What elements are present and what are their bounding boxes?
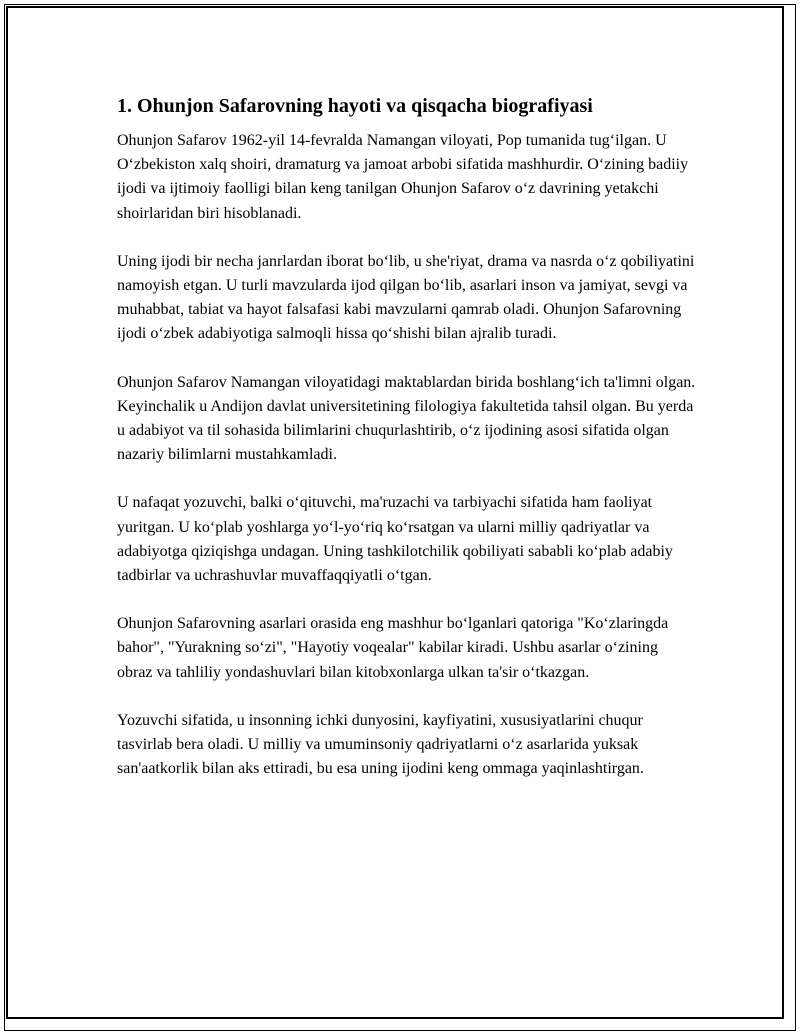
paragraph-birth: Ohunjon Safarov 1962-yil 14-fevralda Namangan viloyati, Pop tumanida tug‘ilgan. U O‘zbekiston xalq shoiri, dramaturg va jamoat arbobi sifatida mashhurdir. O‘zining badiiy ijodi va ijtimoiy faolligi bilan keng tanilgan Ohunjon Safarov o‘z davrining yetakchi shoirlaridan biri hisoblanadi. xyxy=(117,132,689,222)
paragraph-works-genres: Uning ijodi bir necha janrlardan iborat bo‘lib, u she'riyat, drama va nasrda o‘z qobiliyatini namoyish etgan. U turli mavzularda ijod qilgan bo‘lib, asarlari inson va jamiyat, sevgi va muhabbat, tabiat va hayot falsafasi kabi mavzularni qamrab oladi. Ohunjon Safarovning ijodi o‘zbek adabiyotiga salmoqli hissa qo‘shishi bilan ajralib turadi. xyxy=(117,252,695,343)
document-body xyxy=(117,92,697,805)
paragraph-famous-works: Ohunjon Safarovning asarlari orasida eng mashhur bo‘lganlari qatoriga "Ko‘zlaringda bahor", "Yurakning so‘zi", "Hayotiy voqealar" kabilar kiradi. Ushbu asarlar o‘zining obraz va tahliliy yondashuvlari bilan kitobxonlarga ulkan ta'sir o‘tkazgan. xyxy=(117,615,669,681)
paragraph-writer-style: Yozuvchi sifatida, u insonning ichki dunyosini, kayfiyatini, xususiyatlarini chuqur tasvirlab bera oladi. U milliy va umuminsoniy qadriyatlarni o‘z asarlarida yuksak san'aatkorlik bilan aks ettiradi, bu esa uning ijodini keng ommaga yaqinlashtirgan. xyxy=(117,711,644,778)
paragraph-teaching: U nafaqat yozuvchi, balki o‘qituvchi, ma'ruzachi va tarbiyachi sifatida ham faoliyat yuritgan. U ko‘plab yoshlarga yo‘l-yo‘riq ko‘rsatgan va ularni milliy qadriyatlar va adabiyotga qiziqishga undagan. Uning tashkilotchilik qobiliyati sababli ko‘plab adabiy tadbirlar va uchrashuvlar muvaffaqqiyatli o‘tgan. xyxy=(117,494,673,585)
paragraph-education: Ohunjon Safarov Namangan viloyatidagi maktablardan birida boshlang‘ich ta'limni olgan. Keyinchalik u Andijon davlat universitetining filologiya fakultetida tahsil olgan. Bu yerda u adabiyot va til sohasida bilimlarini chuqurlashtirib, o‘z ijodining asosi sifatida olgan nazariy bilimlarni mustahkamladi. xyxy=(117,373,696,464)
document-title: 1. Ohunjon Safarovning hayoti va qisqacha biografiyasi xyxy=(117,95,593,117)
